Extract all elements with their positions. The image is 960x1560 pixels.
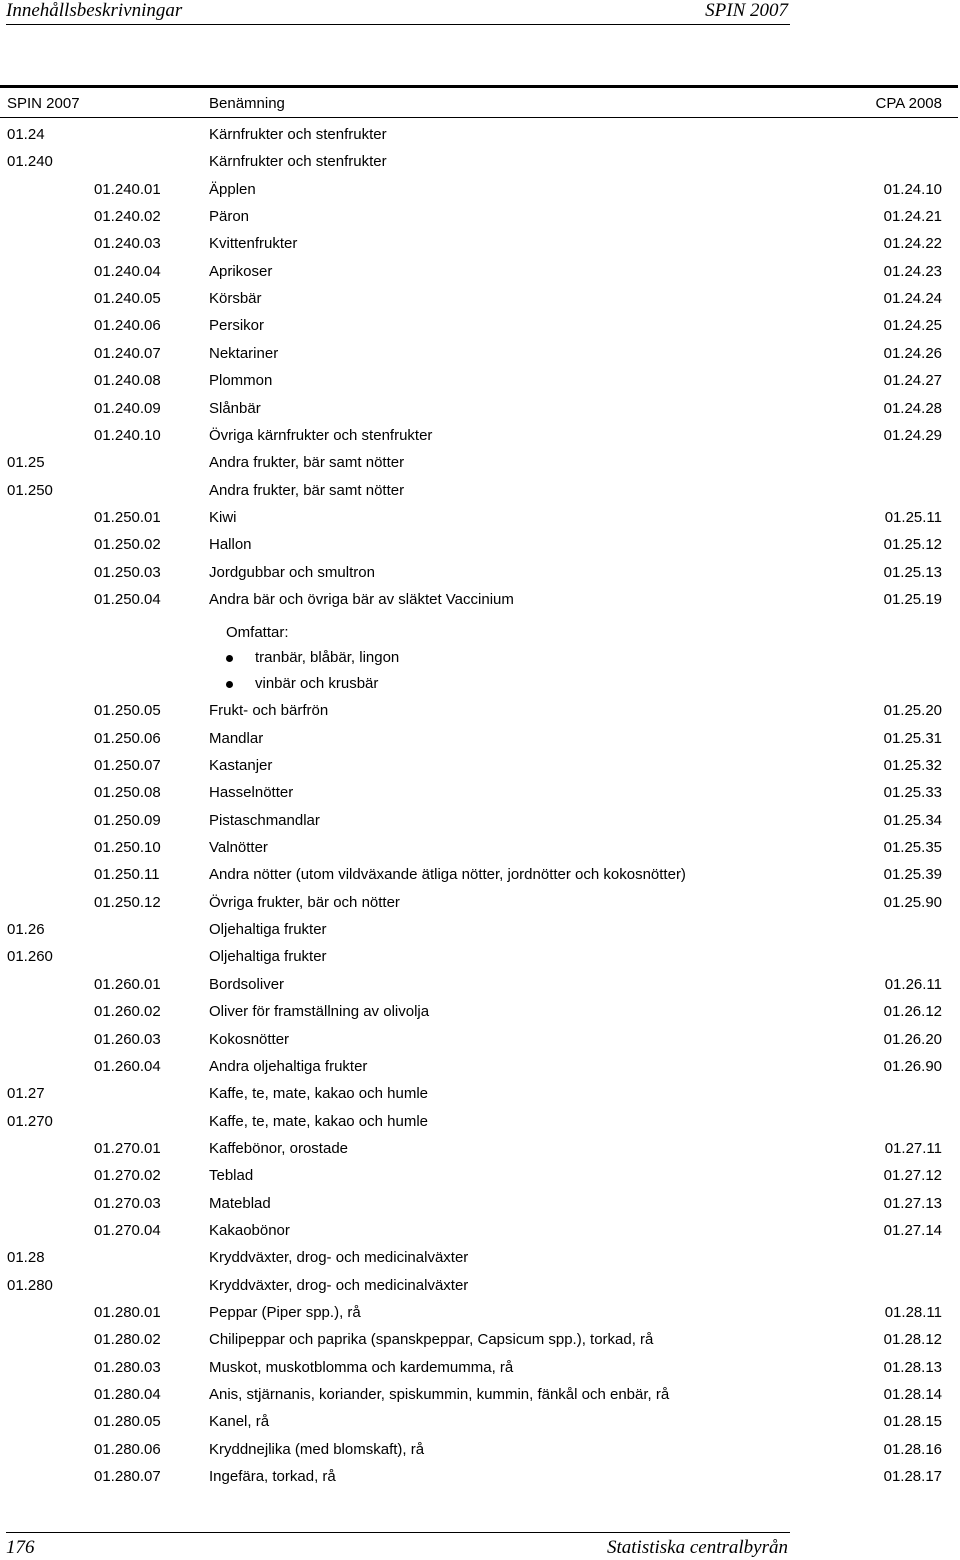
item-name: Kvittenfrukter [209, 235, 298, 252]
spin-code: 01.24 [7, 126, 45, 143]
table-row [0, 1413, 958, 1440]
table-row [0, 591, 958, 618]
header-classification: SPIN 2007 [705, 0, 788, 21]
spin-code: 01.25 [7, 454, 45, 471]
page-footer [6, 1532, 790, 1559]
cpa-code: 01.24.21 [883, 208, 942, 225]
spin-code: 01.240.01 [94, 181, 161, 198]
spin-code: 01.280.02 [94, 1331, 161, 1348]
item-name: Äpplen [209, 181, 256, 198]
item-name: Slånbär [209, 400, 261, 417]
spin-code: 01.250.01 [94, 509, 161, 526]
header-title: Innehållsbeskrivningar [6, 0, 183, 21]
item-name: Hallon [209, 536, 252, 553]
item-name: Oliver för framställning av olivolja [209, 1003, 430, 1020]
table-row [0, 921, 958, 948]
spin-code: 01.27 [7, 1085, 45, 1102]
table-row [0, 1386, 958, 1413]
spin-code: 01.280 [7, 1277, 53, 1294]
spin-code: 01.240.10 [94, 427, 161, 444]
item-name: Kanel, rå [209, 1413, 270, 1430]
cpa-code: 01.25.20 [883, 702, 942, 719]
table-row [0, 757, 958, 784]
table-row [0, 866, 958, 893]
table-row [0, 290, 958, 317]
item-name: Kastanjer [209, 757, 273, 774]
table-row [0, 812, 958, 839]
cpa-code: 01.25.13 [883, 564, 942, 581]
cpa-code: 01.25.33 [883, 784, 942, 801]
spin-code: 01.250.10 [94, 839, 161, 856]
item-name: Kryddnejlika (med blomskaft), rå [209, 1441, 425, 1458]
cpa-code: 01.25.31 [883, 730, 942, 747]
page-number: 176 [6, 1537, 35, 1558]
spin-code: 01.280.04 [94, 1386, 161, 1403]
table-row [0, 454, 958, 481]
cpa-code: 01.25.35 [883, 839, 942, 856]
cpa-code: 01.25.32 [883, 757, 942, 774]
item-name: Frukt- och bärfrön [209, 702, 329, 719]
table-row [0, 839, 958, 866]
item-name: Andra oljehaltiga frukter [209, 1058, 368, 1075]
spin-code: 01.250 [7, 482, 53, 499]
bullet-icon [226, 681, 233, 688]
cpa-code: 01.25.34 [883, 812, 942, 829]
table-row [0, 1113, 958, 1140]
table-row [0, 317, 958, 344]
item-name: Kärnfrukter och stenfrukter [209, 126, 387, 143]
spin-code: 01.260.01 [94, 976, 161, 993]
cpa-code: 01.28.16 [883, 1441, 942, 1458]
cpa-code: 01.27.13 [883, 1195, 942, 1212]
column-header-cpa: CPA 2008 [875, 95, 942, 112]
cpa-code: 01.24.25 [883, 317, 942, 334]
spin-code: 01.240.08 [94, 372, 161, 389]
spin-code: 01.280.03 [94, 1359, 161, 1376]
spin-code: 01.240.03 [94, 235, 161, 252]
cpa-code: 01.24.23 [883, 263, 942, 280]
spin-code: 01.240.07 [94, 345, 161, 362]
item-name: Andra nötter (utom vildväxande ätliga nötter, jordnötter och kokosnötter) [209, 866, 686, 883]
item-name: Valnötter [209, 839, 268, 856]
spin-code: 01.260 [7, 948, 53, 965]
cpa-code: 01.24.26 [883, 345, 942, 362]
spin-code: 01.240.04 [94, 263, 161, 280]
table-row [0, 1085, 958, 1112]
table-row [0, 1441, 958, 1468]
cpa-code: 01.28.14 [883, 1386, 942, 1403]
cpa-code: 01.26.12 [883, 1003, 942, 1020]
item-name: Peppar (Piper spp.), rå [209, 1304, 361, 1321]
item-name: Chilipeppar och paprika (spanskpeppar, Capsicum spp.), torkad, rå [209, 1331, 654, 1348]
item-name: Körsbär [209, 290, 262, 307]
table-row [0, 126, 958, 153]
spin-code: 01.26 [7, 921, 45, 938]
cpa-code: 01.28.13 [883, 1359, 942, 1376]
table-row [0, 894, 958, 921]
item-name: Mandlar [209, 730, 264, 747]
table-row [0, 730, 958, 757]
item-name: Andra frukter, bär samt nötter [209, 482, 405, 499]
column-header-name: Benämning [209, 95, 285, 112]
spin-code: 01.270.01 [94, 1140, 161, 1157]
table-row [0, 1003, 958, 1030]
item-name: Persikor [209, 317, 265, 334]
table-row [0, 1359, 958, 1386]
table-row [0, 948, 958, 975]
item-name: Päron [209, 208, 250, 225]
item-name: Kakaobönor [209, 1222, 290, 1239]
spin-code: 01.270.03 [94, 1195, 161, 1212]
item-name: Mateblad [209, 1195, 271, 1212]
cpa-code: 01.24.28 [883, 400, 942, 417]
spin-code: 01.280.01 [94, 1304, 161, 1321]
cpa-code: 01.24.10 [883, 181, 942, 198]
spin-code: 01.250.05 [94, 702, 161, 719]
cpa-code: 01.27.11 [884, 1140, 942, 1157]
table-row [0, 400, 958, 427]
item-name: Kaffe, te, mate, kakao och humle [209, 1085, 429, 1102]
table-row [0, 1167, 958, 1194]
item-name: Kryddväxter, drog- och medicinalväxter [209, 1277, 469, 1294]
cpa-code: 01.24.22 [883, 235, 942, 252]
item-name: Pistaschmandlar [209, 812, 320, 829]
table-row [0, 345, 958, 372]
cpa-code: 01.27.14 [883, 1222, 942, 1239]
spin-code: 01.270.02 [94, 1167, 161, 1184]
item-name: Ingefära, torkad, rå [209, 1468, 336, 1485]
cpa-code: 01.28.12 [883, 1331, 942, 1348]
table-row [0, 1277, 958, 1304]
spin-code: 01.28 [7, 1249, 45, 1266]
cpa-code: 01.26.90 [883, 1058, 942, 1075]
spin-code: 01.250.09 [94, 812, 161, 829]
cpa-code: 01.28.17 [883, 1468, 942, 1485]
cpa-code: 01.25.90 [883, 894, 942, 911]
spin-code: 01.250.06 [94, 730, 161, 747]
table-row [0, 509, 958, 536]
item-name: Kryddväxter, drog- och medicinalväxter [209, 1249, 469, 1266]
table-row [0, 1058, 958, 1085]
item-name: Kaffe, te, mate, kakao och humle [209, 1113, 429, 1130]
cpa-code: 01.28.11 [884, 1304, 942, 1321]
spin-code: 01.250.07 [94, 757, 161, 774]
spin-code: 01.270 [7, 1113, 53, 1130]
spin-code: 01.260.03 [94, 1031, 161, 1048]
item-name: Övriga kärnfrukter och stenfrukter [209, 427, 433, 444]
cpa-code: 01.24.27 [883, 372, 942, 389]
spin-code: 01.240 [7, 153, 53, 170]
column-header-spin: SPIN 2007 [7, 95, 80, 112]
spin-code: 01.280.07 [94, 1468, 161, 1485]
item-name: Plommon [209, 372, 273, 389]
spin-code: 01.250.12 [94, 894, 161, 911]
table-row [0, 208, 958, 235]
table-row [0, 1304, 958, 1331]
table-row [0, 1222, 958, 1249]
spin-code: 01.240.02 [94, 208, 161, 225]
includes-title: Omfattar: [226, 624, 289, 641]
table-row [0, 1331, 958, 1358]
spin-code: 01.280.06 [94, 1441, 161, 1458]
spin-code: 01.260.02 [94, 1003, 161, 1020]
table-row [0, 153, 958, 180]
table-row [0, 427, 958, 454]
item-name: Oljehaltiga frukter [209, 921, 327, 938]
table-row [0, 1468, 958, 1495]
spin-code: 01.250.02 [94, 536, 161, 553]
spin-code: 01.270.04 [94, 1222, 161, 1239]
table-row [0, 702, 958, 729]
table-row [0, 1249, 958, 1276]
spin-code: 01.260.04 [94, 1058, 161, 1075]
spin-code: 01.240.05 [94, 290, 161, 307]
item-name: Jordgubbar och smultron [209, 564, 375, 581]
cpa-code: 01.25.19 [883, 591, 942, 608]
item-name: Muskot, muskotblomma och kardemumma, rå [209, 1359, 514, 1376]
table-row [0, 1140, 958, 1167]
item-name: Övriga frukter, bär och nötter [209, 894, 400, 911]
table-row [0, 263, 958, 290]
table-row [0, 372, 958, 399]
cpa-code: 01.27.12 [883, 1167, 942, 1184]
item-name: Andra bär och övriga bär av släktet Vaccinium [209, 591, 514, 608]
item-name: Kokosnötter [209, 1031, 290, 1048]
item-name: Kaffebönor, orostade [209, 1140, 348, 1157]
cpa-code: 01.25.12 [883, 536, 942, 553]
spin-code: 01.250.04 [94, 591, 161, 608]
table-row [0, 235, 958, 262]
table-row [0, 976, 958, 1003]
item-name: Nektariner [209, 345, 279, 362]
cpa-code: 01.26.20 [883, 1031, 942, 1048]
item-name: Kiwi [209, 509, 237, 526]
spin-code: 01.240.06 [94, 317, 161, 334]
cpa-code: 01.24.29 [883, 427, 942, 444]
item-name: Hasselnötter [209, 784, 294, 801]
cpa-code: 01.25.11 [884, 509, 942, 526]
cpa-code: 01.24.24 [883, 290, 942, 307]
cpa-code: 01.26.11 [884, 976, 942, 993]
item-name: Kärnfrukter och stenfrukter [209, 153, 387, 170]
item-name: Bordsoliver [209, 976, 285, 993]
cpa-code: 01.25.39 [883, 866, 942, 883]
item-name: Anis, stjärnanis, koriander, spiskummin, kummin, fänkål och enbär, rå [209, 1386, 670, 1403]
item-name: Oljehaltiga frukter [209, 948, 327, 965]
cpa-code: 01.28.15 [883, 1413, 942, 1430]
item-name: Aprikoser [209, 263, 273, 280]
bullet-icon [226, 655, 233, 662]
spin-code: 01.250.03 [94, 564, 161, 581]
publisher-name: Statistiska centralbyrån [606, 1537, 788, 1558]
table-row [0, 482, 958, 509]
spin-code: 01.250.11 [94, 866, 160, 883]
spin-code: 01.280.05 [94, 1413, 161, 1430]
item-name: Teblad [209, 1167, 254, 1184]
table-row [0, 564, 958, 591]
item-name: Andra frukter, bär samt nötter [209, 454, 405, 471]
spin-code: 01.250.08 [94, 784, 161, 801]
table-row [0, 181, 958, 208]
table-row [0, 536, 958, 563]
table-row [0, 1195, 958, 1222]
spin-code: 01.240.09 [94, 400, 161, 417]
table-row [0, 1031, 958, 1058]
table-row [0, 784, 958, 811]
